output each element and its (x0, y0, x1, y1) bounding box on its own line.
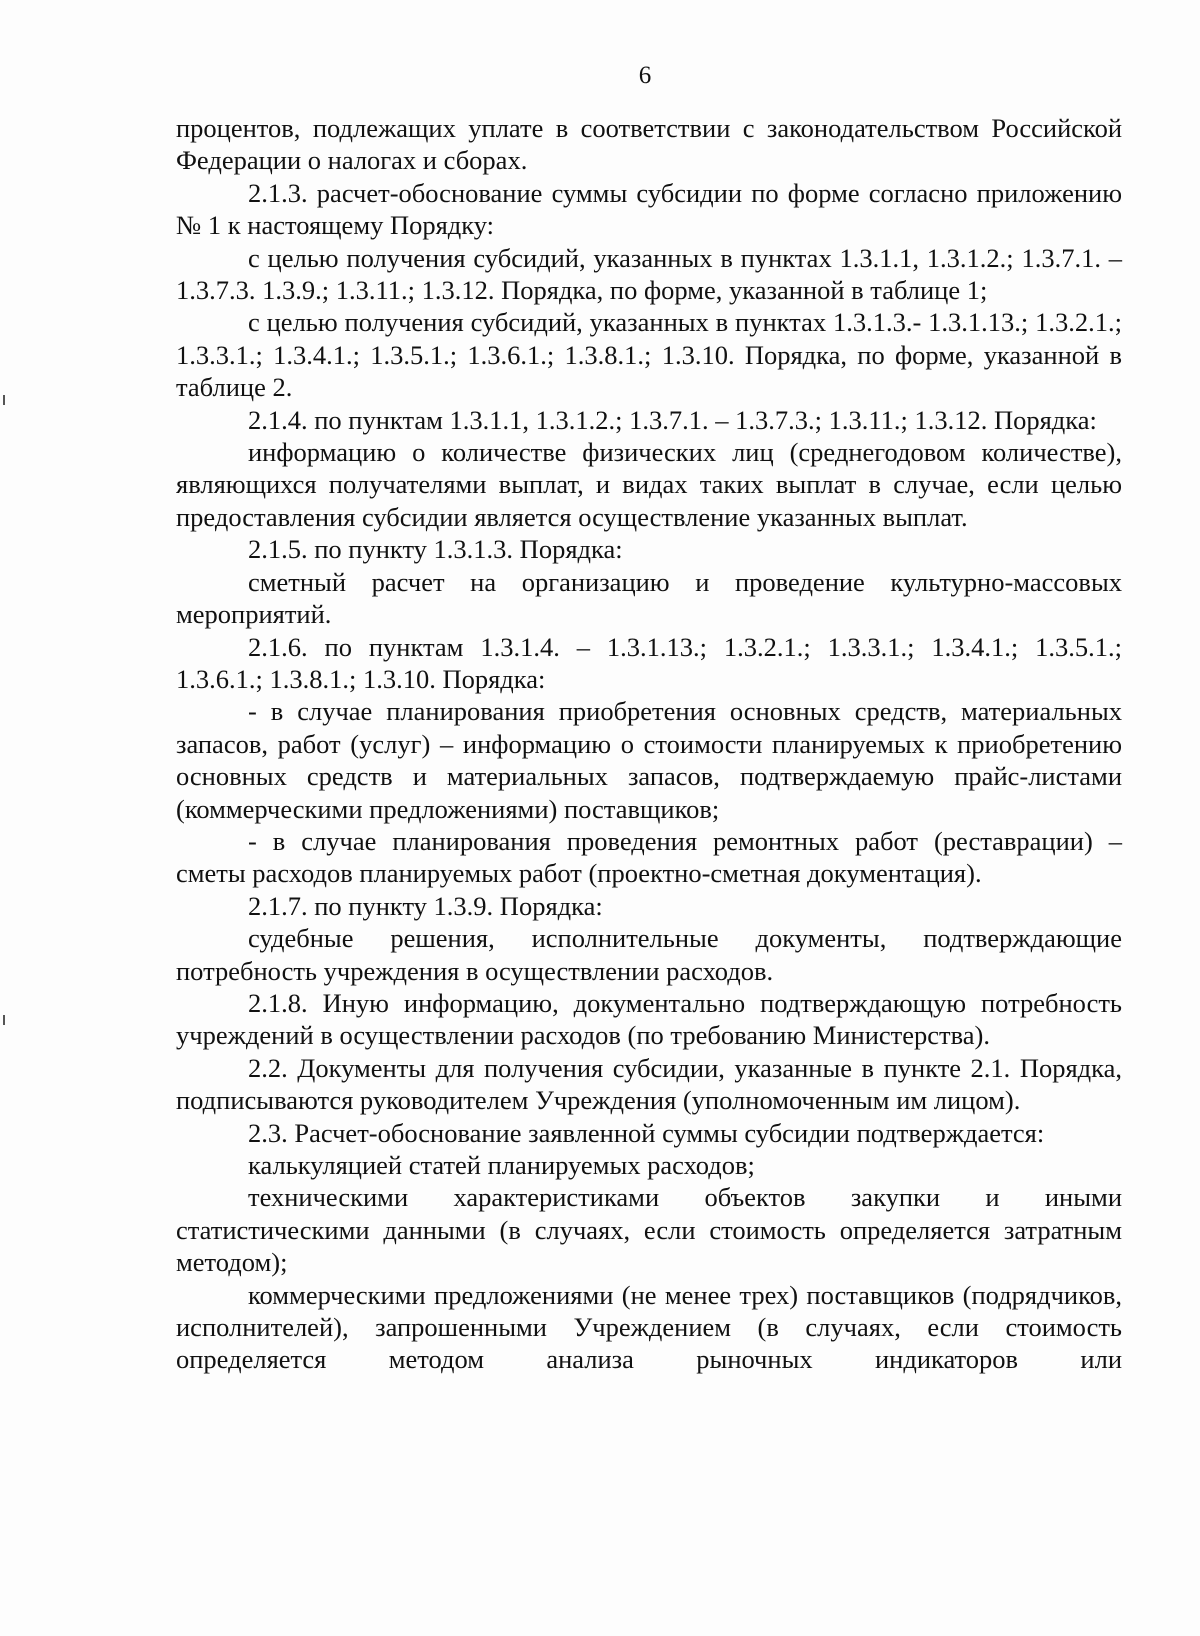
paragraph-2-1-5-estimate: сметный расчет на организацию и проведение культурно-массовых мероприятий. (176, 566, 1122, 630)
paragraph-2-1-6-repairs: - в случае планирования проведения ремонтных работ (реставрации) – сметы расходов планируемых работ (проектно-сметная документация). (176, 825, 1122, 889)
paragraph-2-1-8: 2.1.8. Иную информацию, документально подтверждающую потребность учреждений в осуществлении расходов (по требованию Министерства). (176, 987, 1122, 1051)
scan-edge-mark (3, 395, 5, 405)
paragraph-2-1-6: 2.1.6. по пунктам 1.3.1.4. – 1.3.1.13.; 1.3.2.1.; 1.3.3.1.; 1.3.4.1.; 1.3.5.1.; 1.3.6.1.; 1.3.8.1.; 1.3.10. Порядка: (176, 631, 1122, 694)
paragraph-2-1-4-info: информацию о количестве физических лиц (среднегодовом количестве), являющихся получателями выплат, и видах таких выплат в случае, если целью предоставления субсидии является осуществление указанных выплат. (176, 437, 1122, 532)
paragraph-2-1-5: 2.1.5. по пункту 1.3.1.3. Порядка: (248, 534, 623, 565)
paragraph-2-2: 2.2. Документы для получения субсидии, указанные в пункте 2.1. Порядка, подписываются руководителем Учреждения (уполномоченным им лицом). (176, 1052, 1122, 1116)
paragraph-2-1-6-assets: - в случае планирования приобретения основных средств, материальных запасов, работ (услуг) – информацию о стоимости планируемых к приобретению основных средств и материальных запасов, подтверждаемую прайс-листами (коммерческими предложениями) поставщиков; (176, 696, 1122, 824)
paragraph-2-3-technical: техническими характеристиками объектов закупки и иными статистическими данными (в случаях, если стоимость определяется затратным методом); (176, 1182, 1122, 1278)
paragraph-2-1-3-table-1: с целью получения субсидий, указанных в пунктах 1.3.1.1, 1.3.1.2.; 1.3.7.1. – 1.3.7.3. 1.3.9.; 1.3.11.; 1.3.12. Порядка, по форме, указанной в таблице 1; (176, 242, 1122, 306)
paragraph-2-1-7: 2.1.7. по пункту 1.3.9. Порядка: (248, 890, 603, 921)
document-body (176, 112, 1122, 1376)
paragraph-continuation-taxes: процентов, подлежащих уплате в соответствии с законодательством Российской Федерации о налогах и сборах. (176, 113, 1122, 176)
paragraph-2-1-3-table-2: с целью получения субсидий, указанных в пунктах 1.3.1.3.- 1.3.1.13.; 1.3.2.1.; 1.3.3.1.; 1.3.4.1.; 1.3.5.1.; 1.3.6.1.; 1.3.8.1.; 1.3.10. Порядка, по форме, указанной в таблице 2. (176, 307, 1122, 403)
paragraph-2-3: 2.3. Расчет-обоснование заявленной суммы субсидии подтверждается: (248, 1117, 1045, 1148)
paragraph-2-1-4: 2.1.4. по пунктам 1.3.1.1, 1.3.1.2.; 1.3.7.1. – 1.3.7.3.; 1.3.11.; 1.3.12. Порядка: (248, 404, 1097, 435)
paragraph-2-3-calculation: калькуляцией статей планируемых расходов; (248, 1150, 755, 1180)
page-number: 6 (638, 62, 652, 89)
paragraph-2-1-7-decisions: судебные решения, исполнительные документы, подтверждающие потребность учреждения в осуществлении расходов. (176, 923, 1122, 986)
scan-edge-mark (3, 1015, 5, 1025)
paragraph-2-1-3: 2.1.3. расчет-обоснование суммы субсидии по форме согласно приложению № 1 к настоящему Порядку: (176, 177, 1122, 241)
paragraph-2-3-commercial: коммерческими предложениями (не менее трех) поставщиков (подрядчиков, исполнителей), запрошенными Учреждением (в случаях, если стоимость определяется методом анализа рыночных индикаторов или (176, 1279, 1122, 1375)
